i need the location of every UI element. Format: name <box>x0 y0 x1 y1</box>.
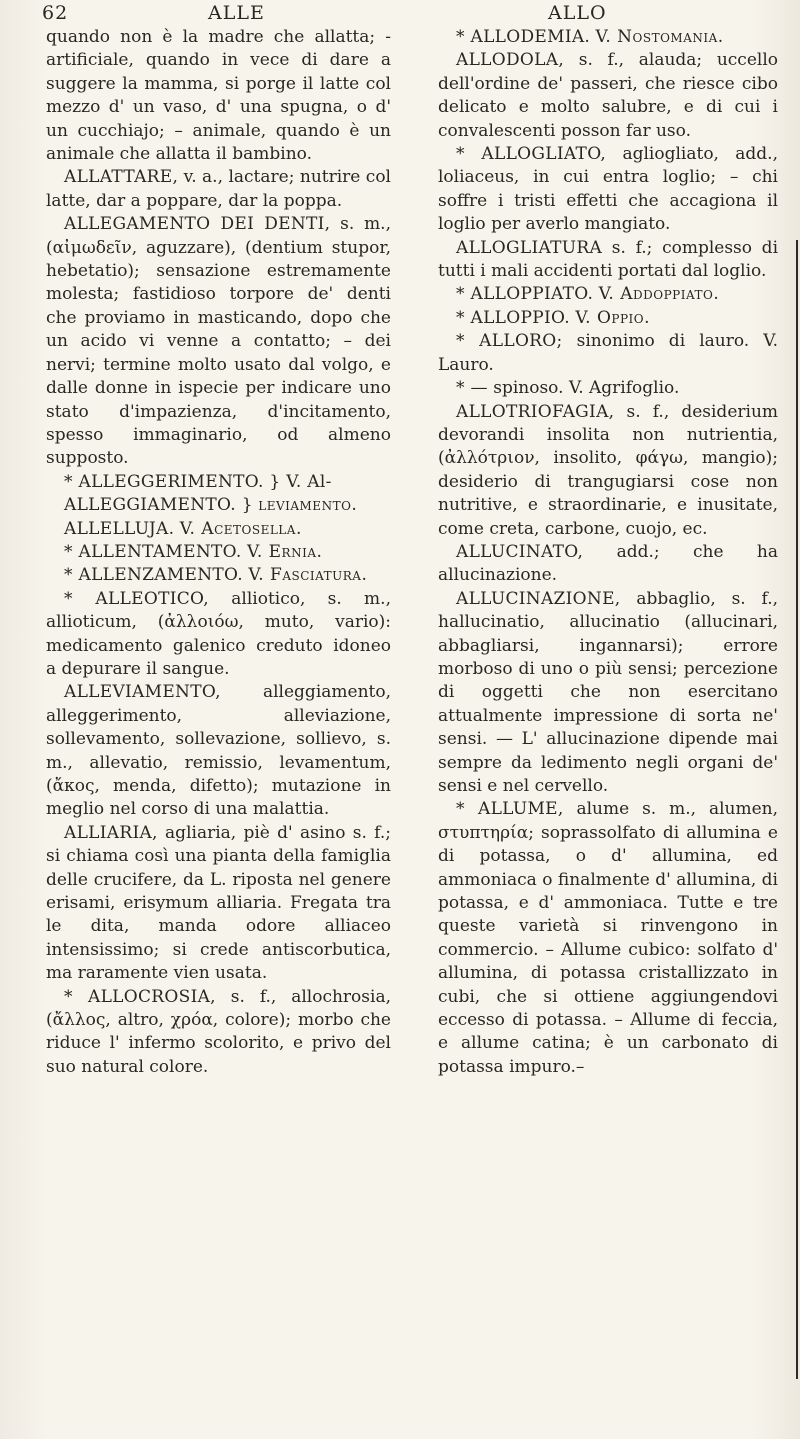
entry-headword: * ALLODEMIA. <box>456 27 591 47</box>
header-right-title: ALLO <box>548 2 607 24</box>
dictionary-entry <box>438 798 778 1079</box>
entry-definition: add.; che ha allucinazione. <box>438 541 778 586</box>
entry-definition: sinonimo di lauro. V. Lauro. <box>438 331 778 375</box>
entry-headword: ALLUCINAZIONE, <box>456 588 621 609</box>
dictionary-entry <box>438 588 778 799</box>
dictionary-entry <box>438 237 778 284</box>
entry-headword: * ALLEGGERIMENTO. } V. Al- <box>64 471 332 492</box>
dictionary-entry <box>46 986 391 1080</box>
dictionary-entry <box>46 471 391 494</box>
entry-definition: agliaria, piè d' asino s. f.; si chiama così una pianta della famiglia delle crucifere, da L. riposta nel genere erisami, erisymum alliaria. Fregata tra le dita, manda odore alliaceo intensissimo; si crede antiscorbutica, ma raramente vien usata. <box>46 822 391 984</box>
entry-definition: leviamento. <box>258 495 358 516</box>
entry-definition: s. f., alauda; uccello dell'ordine de' passeri, che riesce cibo delicato e molto salubre, e di cui i convalescenti posson far uso. <box>438 50 778 141</box>
entry-headword: ALLUCINATO, <box>456 541 584 562</box>
dictionary-entry <box>438 143 778 237</box>
entry-definition: spinoso. V. Agrifoglio. <box>493 378 680 399</box>
entry-definition: V. Acetosella. <box>179 518 302 539</box>
entry-definition: V. Oppio. <box>575 307 651 328</box>
dictionary-entry <box>438 26 778 49</box>
dictionary-entry <box>46 588 391 682</box>
entry-definition: V. Fasciatura. <box>248 565 368 586</box>
entry-headword: ALLATTARE, <box>64 167 179 188</box>
dictionary-entry <box>46 681 391 821</box>
header-left-title: ALLE <box>208 2 265 24</box>
page-edge-rule <box>796 240 798 1379</box>
right-column <box>438 26 778 1079</box>
dictionary-entry <box>438 541 778 588</box>
entry-definition: V. Nostomania. <box>595 27 724 47</box>
entry-headword: ALLELLUJA. <box>64 518 175 539</box>
entry-definition: abbaglio, s. f., hallucinatio, allucinatio (allucinari, abbagliarsi, ingannarsi); errore morboso di uno o più sensi; percezione di oggetti che non esercitano attualmente impressione di sorta ne' sensi. — L' allucinazione dipende mai sempre da ledimento negli organi de' sensi e nel cervello. <box>438 588 779 796</box>
dictionary-entry <box>438 49 778 143</box>
entry-headword: ALLIARIA, <box>64 822 158 843</box>
dictionary-entry <box>438 307 778 330</box>
entry-definition: V. Ernia. <box>247 541 323 562</box>
entry-definition: s. f., desiderium devorandi insolita non nutrientia, (ἀλλότριον, insolito, φάγω, mangio); desiderio di trangugiarsi cose non nutritive, e straordinarie, e inusitate, come creta, carbone, cuojo, ec. <box>438 401 779 539</box>
running-header <box>40 2 770 28</box>
entry-headword: * ALLOPPIO. <box>456 307 570 328</box>
entry-definition: s. f.; complesso di tutti i mali accidenti portati dal loglio. <box>438 237 779 282</box>
entry-headword: * ALLENZAMENTO. <box>64 565 244 586</box>
entry-definition: v. a., lactare; nutrire col latte, dar a poppare, dar la poppa. <box>46 167 391 211</box>
entry-headword: * ALLOPPIATO. <box>456 284 594 305</box>
dictionary-entry <box>46 166 391 213</box>
entry-definition: alleggiamento, alleggerimento, alleviazione, sollevamento, sollevazione, sollievo, s. m., allevatio, remissio, levamentum, (ἄκος, menda, difetto); mutazione in meglio nel corso di una malattia. <box>46 682 391 820</box>
dictionary-entry: quando non è la madre che allatta; - artificiale, quando in vece di dare a suggere la mamma, si porge il latte col mezzo d' un vaso, d' una spugna, o d' un cucchiajo; – animale, quando è un animale che allatta il bambino. <box>46 27 391 165</box>
entry-headword: ALLEVIAMENTO, <box>64 682 221 703</box>
entry-headword: * ALLOGLIATO, <box>456 144 607 165</box>
dictionary-entry <box>438 377 778 400</box>
dictionary-entry <box>438 283 778 306</box>
entry-headword: * ALLUME, <box>456 799 564 820</box>
dictionary-entry <box>46 213 391 470</box>
entry-definition: alume s. m., alumen, στυπτηρία; soprassolfato di allumina e di potassa, o d' allumina, ed ammoniaca o finalmente d' allumina, di potassa, e d' ammoniaca. Tutte e tre queste varietà si rinvengono in commercio. – Allume cubico: solfato d' allumina, di potassa cristallizzato in cubi, che si ottiene aggiungendovi eccesso di potassa. – Allume di feccia, e allume catina; è un carbonato di potassa impuro.– <box>438 799 778 1077</box>
dictionary-entry <box>438 330 778 377</box>
dictionary-entry <box>46 518 391 541</box>
entry-headword: * ALLORO; <box>456 331 563 352</box>
entry-headword: * — <box>456 378 488 399</box>
dictionary-entry <box>438 401 778 541</box>
entry-headword: * ALLOCROSIA, <box>64 986 216 1007</box>
entry-headword: * ALLEOTICO, <box>64 588 209 609</box>
entry-headword: ALLODOLA, <box>456 50 565 71</box>
page-number: 62 <box>42 2 69 24</box>
entry-headword: ALLOGLIATURA <box>456 237 603 258</box>
entry-headword: ALLEGAMENTO DEI DENTI, <box>64 214 331 235</box>
entry-definition: agliogliato, add., loliaceus, in cui entra loglio; – chi soffre i tristi effetti che accagiona il loglio per averlo mangiato. <box>438 144 778 235</box>
entry-headword: * ALLENTAMENTO. <box>64 541 242 562</box>
entry-definition: s. f., allochrosia, (ἄλλος, altro, χρόα, colore); morbo che riduce l' infermo scolorito, e privo del suo natural colore. <box>46 986 391 1077</box>
entry-definition: alliotico, s. m., allioticum, (ἀλλοιόω, muto, vario): medicamento galenico creduto idoneo a depurare il sangue. <box>46 588 391 679</box>
entry-definition: V. Addoppiato. <box>598 284 720 305</box>
entry-definition: s. m., (αἰμωδεῖν, aguzzare), (dentium stupor, hebetatio); sensazione estremamente molesta; fastidioso torpore de' denti che proviamo in masticando, dopo che un acido vi venne a contatto; – dei nervi; termine molto usato dal volgo, e dalle donne in ispecie per indicare uno stato d'impazienza, d'incitamento, spesso immaginario, od almeno supposto. <box>46 214 391 469</box>
dictionary-entry <box>46 541 391 564</box>
entry-headword: ALLOTRIOFAGIA, <box>456 401 615 422</box>
dictionary-entry <box>46 822 391 986</box>
entry-headword: ALLEGGIAMENTO. } <box>64 495 253 516</box>
dictionary-entry <box>46 564 391 587</box>
dictionary-entry <box>46 494 391 517</box>
left-column <box>46 26 391 1079</box>
